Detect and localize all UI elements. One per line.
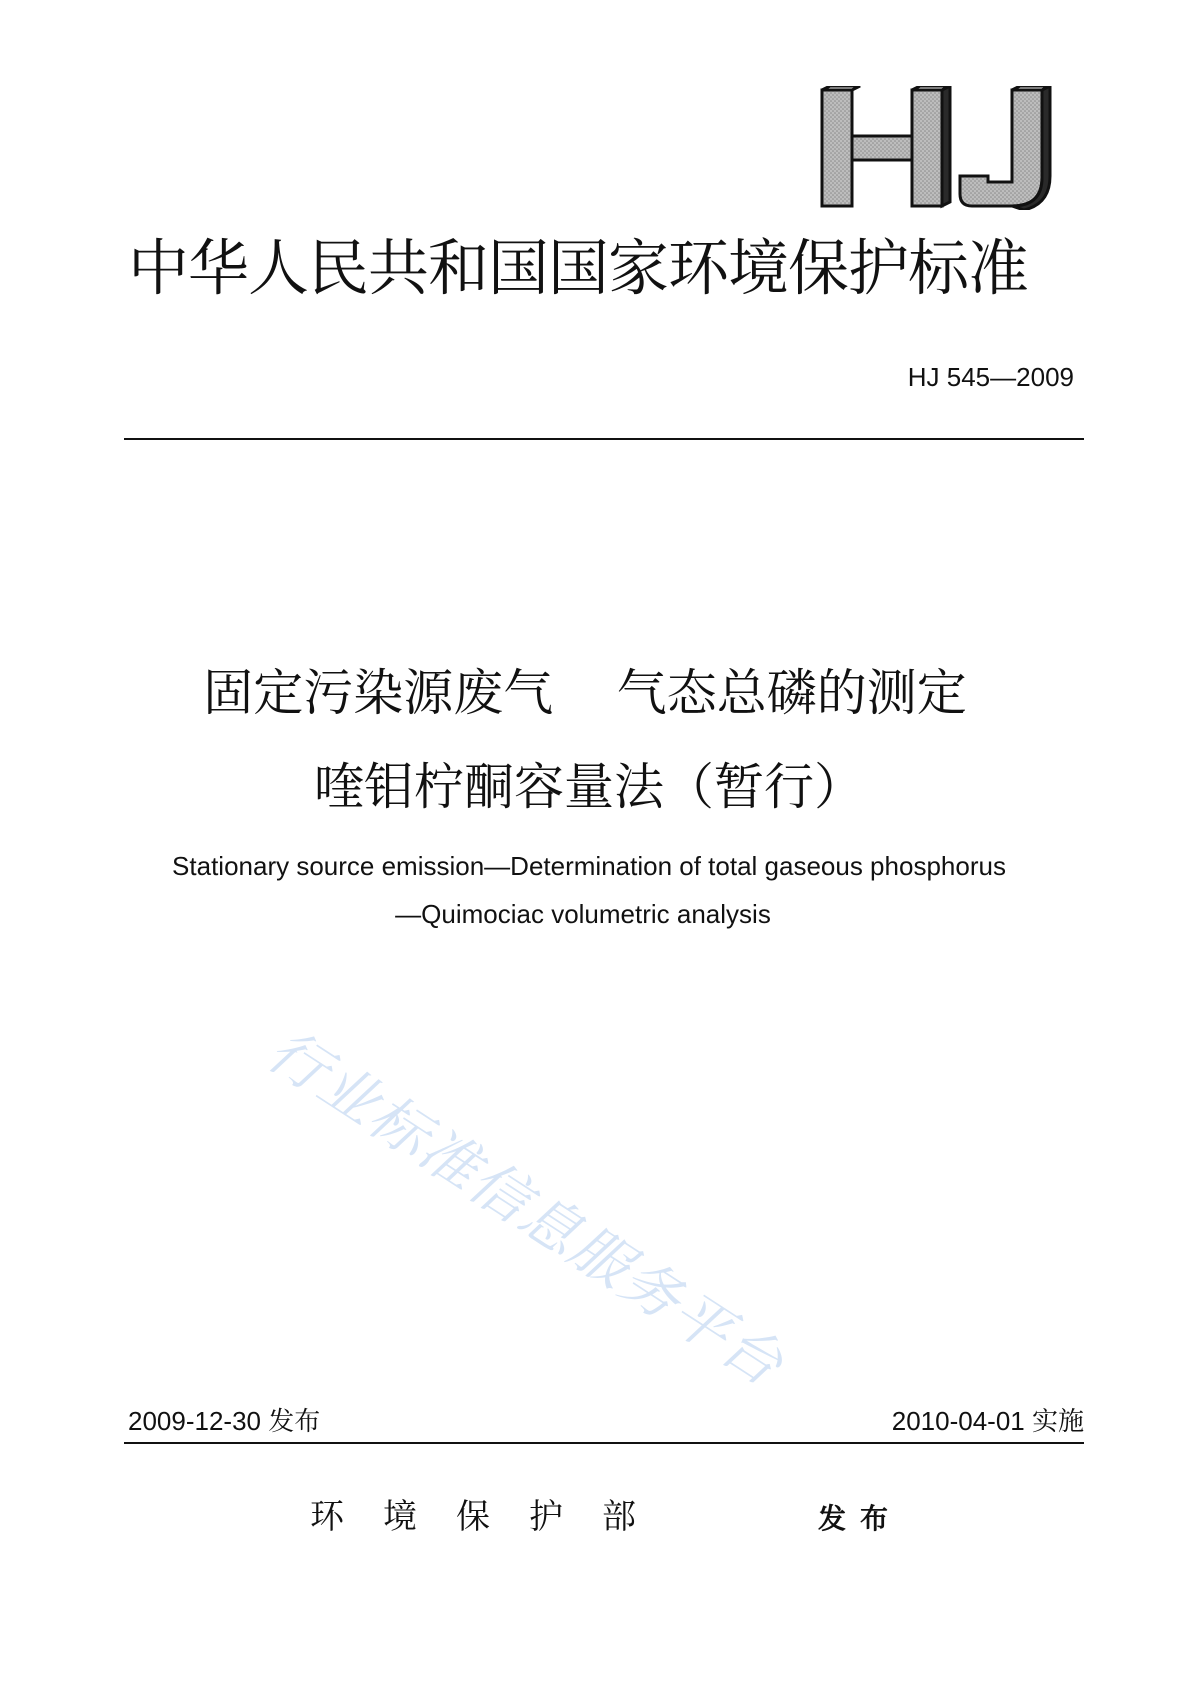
chinese-title-line-1: 固定污染源废气 气态总磷的测定 (203, 664, 967, 722)
logo-text: HJ (812, 86, 814, 87)
watermark: 行业标准信息服务平台 (255, 1015, 797, 1400)
chinese-title-line-2: 喹钼柠酮容量法（暂行） (314, 758, 864, 816)
english-title-line-1: Stationary source emission—Determination of total gaseous phosphorus (172, 851, 1006, 881)
footer-divider (124, 1442, 1084, 1444)
letter-j (960, 86, 1050, 210)
issue-label: 发布 (818, 1502, 903, 1535)
implementation-date: 2010-04-01 实施 (891, 1406, 1084, 1436)
header-divider (124, 438, 1084, 440)
publish-date: 2009-12-30 发布 (128, 1406, 321, 1436)
standard-number: HJ 545—2009 (907, 362, 1074, 392)
hj-logo (812, 86, 1058, 210)
letter-h (822, 86, 950, 206)
issuing-authority-title: 中华人民共和国国家环境保护标准 (128, 233, 1029, 304)
english-title-line-2: —Quimociac volumetric analysis (395, 899, 771, 929)
issuer-name: 环境保护部 (310, 1497, 675, 1537)
